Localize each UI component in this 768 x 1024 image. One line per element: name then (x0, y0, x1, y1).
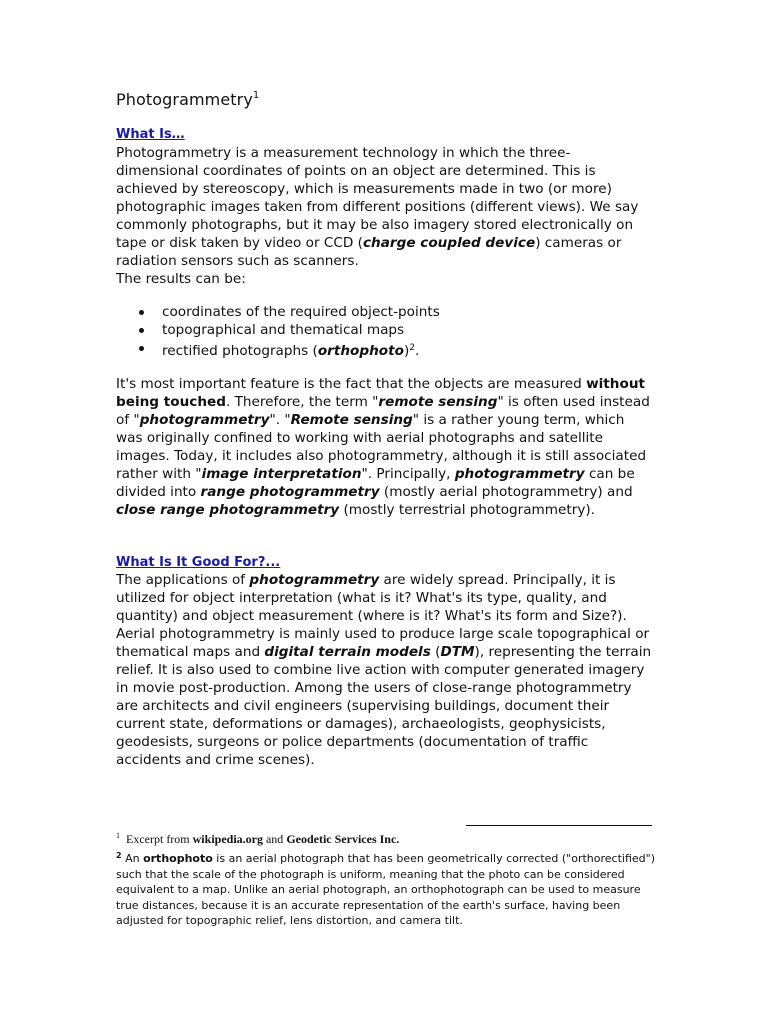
page-title: Photogrammetry$^1$ (116, 90, 260, 109)
applications-paragraph: The applications of photogrammetry are widely spread. Principally, it is utilized for object interpretation (what is it? What's its type, quality, and quantity) and object measurement (where is it? What's its form and Size?). Aerial photogrammetry is mainly used to produce large scale topographical or thematical maps and digital terrain models (DTM), representing the terrain relief. It is also used to combine live action with computer generated imagery in movie post-production. Among the users of close-range photogrammetry are architects and civil engineers (supervising buildings, document their current state, deformations or damages), archaeologists, geophysicists, geodesists, surgeons or police departments (documentation of traffic accidents and crime scenes). (116, 572, 652, 768)
footnote-1: $^1$ Excerpt from wikipedia.org and Geodetic Services Inc. (116, 831, 400, 846)
list-item: rectified photographs (orthophoto)$^2$. (136, 339, 440, 360)
footnote-2: $^2$ An orthophoto is an aerial photograph that has been geometrically corrected ("orthorectified") such that the scale of the photograph is uniform, meaning that the photo can be considered equivalent to a map. Unlike an aerial photograph, an orthophotograph can be used to measure true distances, because it is an accurate representation of the earth's surface, having been adjusted for topographic relief, lens distortion, and camera tilt. (116, 851, 655, 927)
section-heading-what-is[interactable]: What Is… (116, 127, 185, 142)
feature-paragraph: It's most important feature is the fact that the objects are measured without being touched. Therefore, the term "remote sensing" is often used instead of "photogrammetry". "Remote sensing" is a rather young term, which was originally confined to working with aerial photographs and satellite images. Today, it includes also photogrammetry, although it is still associated rather with "image interpretation". Principally, photogrammetry can be divided into range photogrammetry (mostly aerial photogrammetry) and close range photogrammetry (mostly terrestrial photogrammetry). (116, 376, 650, 518)
list-item: coordinates of the required object-points (136, 303, 440, 321)
footnote-ref-2[interactable]: 2 (409, 343, 416, 353)
results-list (136, 303, 440, 360)
section-heading-what-good-for[interactable]: What Is It Good For?... (116, 555, 281, 570)
list-item: topographical and thematical maps (136, 321, 440, 339)
intro-paragraph: Photogrammetry is a measurement technology in which the three-dimensional coordinates of points on an object are determined. This is achieved by stereoscopy, which is measurements made in two (or more) photographic images taken from different positions (different views). We say commonly photographs, but it may be also imagery stored electronically on tape or disk taken by video or CCD (charge coupled device) cameras or radiation sensors such as scanners. The results can be: (116, 145, 639, 287)
footnote-ref-1[interactable]: 1 (252, 90, 260, 101)
footnote-separator (466, 825, 652, 826)
